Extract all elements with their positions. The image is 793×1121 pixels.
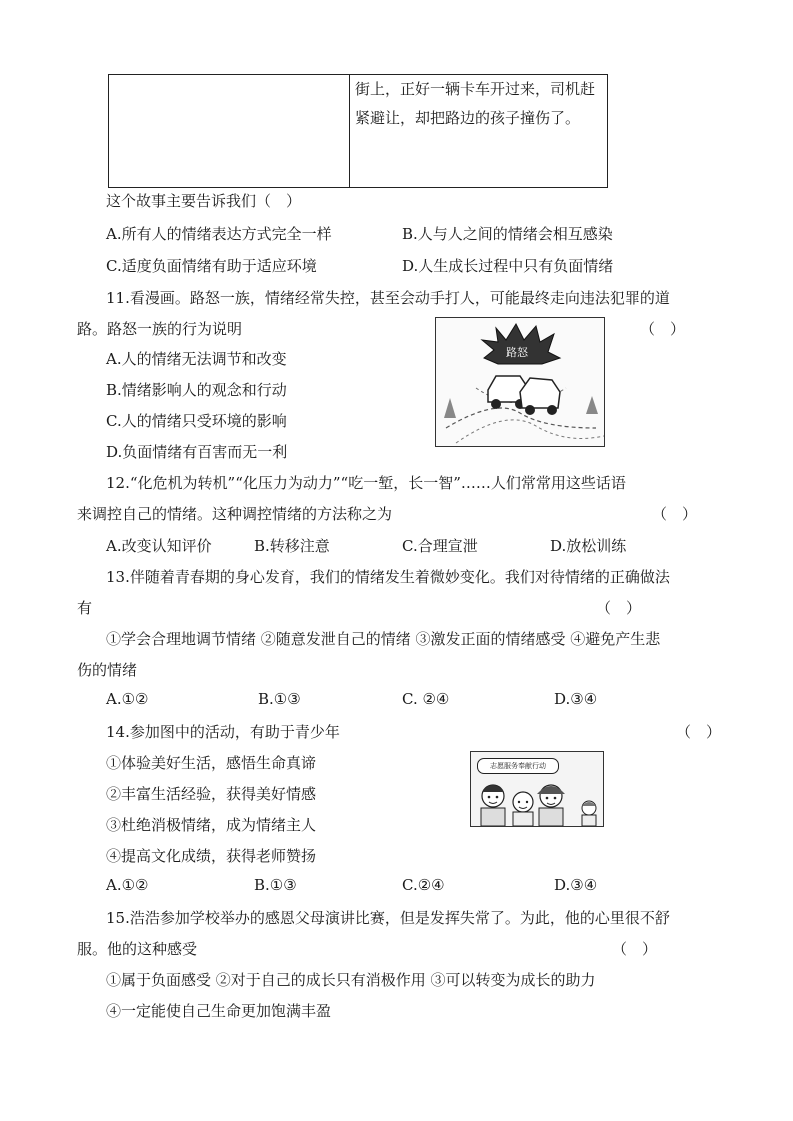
q13-option-d[interactable]: D.③④ — [554, 690, 598, 708]
q14-option-b[interactable]: B.①③ — [254, 876, 297, 894]
q11-stem-line-1: 11.看漫画。路怒一族，情绪经常失控，甚至会动手打人，可能最终走向违法犯罪的道 — [106, 289, 670, 307]
q15-statements-line-1: ①属于负面感受 ②对于自己的成长只有消极作用 ③可以转变为成长的助力 — [106, 971, 596, 989]
table-divider — [349, 75, 350, 187]
q15-statements-line-2: ④一定能使自己生命更加饱满丰盈 — [106, 1002, 332, 1020]
q13-statements-line-2: 伤的情绪 — [77, 661, 138, 679]
q13-option-c[interactable]: C. ②④ — [402, 690, 450, 708]
q13-statements-line-1: ①学会合理地调节情绪 ②随意发泄自己的情绪 ③激发正面的情绪感受 ④避免产生悲 — [106, 630, 661, 648]
story-table — [108, 74, 608, 188]
q14-option-a[interactable]: A.①② — [106, 876, 149, 894]
q14-statement-3: ③杜绝消极情绪，成为情绪主人 — [106, 816, 317, 834]
q12-option-d[interactable]: D.放松训练 — [550, 537, 627, 555]
q13-option-b[interactable]: B.①③ — [258, 690, 301, 708]
q13-stem-line-2: 有 — [77, 599, 93, 617]
table-right-line-2: 紧避让，却把路边的孩子撞伤了。 — [355, 109, 581, 127]
q11-option-d[interactable]: D.负面情绪有百害而无一利 — [106, 443, 288, 461]
road-rage-cartoon — [435, 317, 605, 447]
q15-stem-line-1: 15.浩浩参加学校举办的感恩父母演讲比赛，但是发挥失常了。为此，他的心里很不舒 — [106, 909, 670, 927]
q11-stem-line-2: 路。路怒一族的行为说明 — [77, 320, 243, 338]
q11-option-b[interactable]: B.情绪影响人的观念和行动 — [106, 381, 287, 399]
q14-statement-1: ①体验美好生活，感悟生命真谛 — [106, 754, 317, 772]
volunteer-illustration — [471, 752, 603, 826]
q12-answer-paren[interactable]: （ ） — [652, 505, 698, 523]
q14-stem: 14.参加图中的活动，有助于青少年 — [106, 723, 340, 741]
q12-stem-line-2: 来调控自己的情绪。这种调控情绪的方法称之为 — [77, 505, 393, 523]
table-right-cell — [355, 75, 605, 133]
q10-option-b[interactable]: B.人与人之间的情绪会相互感染 — [402, 225, 613, 243]
volunteer-banner: 志愿服务奉献行动 — [477, 758, 559, 774]
q14-option-c[interactable]: C.②④ — [402, 876, 445, 894]
q13-answer-paren[interactable]: （ ） — [596, 599, 642, 617]
q11-option-c[interactable]: C.人的情绪只受环境的影响 — [106, 412, 287, 430]
q12-stem-line-1: 12.“化危机为转机”“化压力为动力”“吃一堑，长一智”……人们常常用这些话语 — [106, 474, 626, 492]
q14-answer-paren[interactable]: （ ） — [676, 723, 722, 741]
q10-option-d[interactable]: D.人生成长过程中只有负面情绪 — [402, 257, 614, 275]
q15-stem-line-2: 服。他的这种感受 — [77, 940, 198, 958]
q15-answer-paren[interactable]: （ ） — [612, 940, 658, 958]
q14-option-d[interactable]: D.③④ — [554, 876, 598, 894]
q13-option-a[interactable]: A.①② — [106, 690, 149, 708]
q14-statement-2: ②丰富生活经验，获得美好情感 — [106, 785, 317, 803]
q10-stem: 这个故事主要告诉我们（ ） — [106, 192, 302, 210]
q13-stem-line-1: 13.伴随着青春期的身心发育，我们的情绪发生着微妙变化。我们对待情绪的正确做法 — [106, 568, 670, 586]
cartoon-text: 路怒 — [506, 346, 528, 359]
road-rage-illustration — [436, 318, 604, 446]
q10-option-c[interactable]: C.适度负面情绪有助于适应环境 — [106, 257, 317, 275]
car-right — [520, 378, 560, 415]
volunteer-cartoon — [470, 751, 604, 827]
q12-option-c[interactable]: C.合理宣泄 — [402, 537, 478, 555]
q14-statement-4: ④提高文化成绩，获得老师赞扬 — [106, 847, 317, 865]
q12-option-b[interactable]: B.转移注意 — [254, 537, 330, 555]
q11-answer-paren[interactable]: （ ） — [640, 320, 686, 338]
table-right-line-1: 街上，正好一辆卡车开过来，司机赶 — [355, 80, 596, 98]
q12-option-a[interactable]: A.改变认知评价 — [106, 537, 212, 555]
q11-option-a[interactable]: A.人的情绪无法调节和改变 — [106, 350, 287, 368]
q10-option-a[interactable]: A.所有人的情绪表达方式完全一样 — [106, 225, 332, 243]
